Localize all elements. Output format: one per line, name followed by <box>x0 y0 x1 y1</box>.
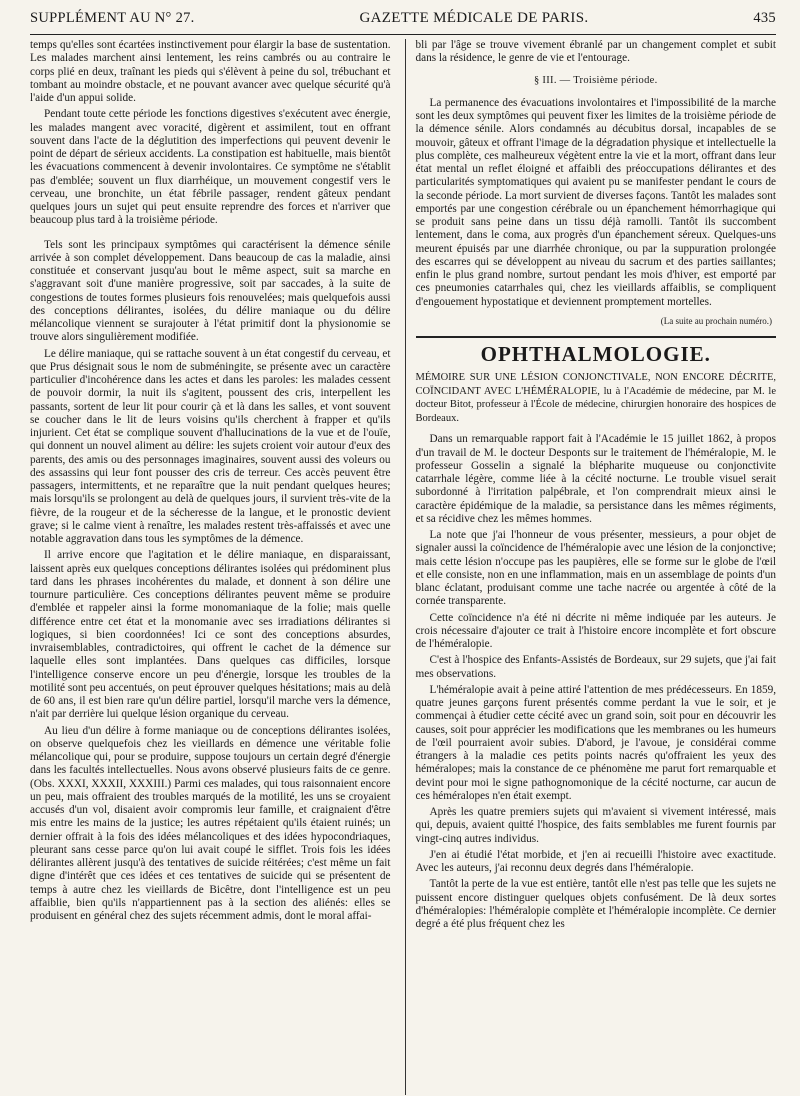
section-title: § III. — Troisième période. <box>533 74 658 86</box>
column-divider <box>405 39 406 1095</box>
paragraph: J'en ai étudié l'état morbide, et j'en ai recueilli l'histoire avec exactitude. Avec les auteurs, j'ai reconnu deux degrés dans l'héméralopie. <box>415 848 777 874</box>
paragraph: La permanence des évacuations involontaires et l'impossibilité de la marche sont les deux symptômes qui peuvent fixer les limites de la troisième période de la démence sénile. Alors condamnés au décubitus dorsal, incapables de se mouvoir, gâteux et offrant l'image de la dégradation physique et intellectuelle la plus complète, ces malheureux végètent entre la vie et la mort, offrant dans leur état mental un reflet éloigné et affaibli des préoccupations délirantes et des particularités symptomatiques qui avaient pu se manifester pendant le cours de la seconde période. La mort survient de diverses façons. Tantôt les malades sont emportés par une congestion cérébrale ou un épanchement hémorrhagique qui se produit sans peine dans un tissu déjà ramolli. Tantôt ils succombent lentement, dans le coma, aux progrès d'un épanchement séreux. Quelques-uns meurent épuisés par une diarrhée chronique, ou par la suppuration prolongée des escarres qui se développent au niveau du sacrum et des parties saillantes; enfin le plus grand nombre, surtout pendant les mois d'hiver, est emporté par ces pneumonies catarrhales qui, chez les vieillards affaiblis, se compliquent d'engouement hypostatique et deviennent promptement mortelles. <box>415 96 777 308</box>
paragraph: C'est à l'hospice des Enfants-Assistés de Bordeaux, sur 29 sujets, que j'ai fait mes observations. <box>415 654 777 680</box>
section-rule <box>416 336 777 338</box>
right-column <box>412 39 777 1095</box>
paragraph: Il arrive encore que l'agitation et le délire maniaque, en disparaissant, laissent après eux quelques conceptions délirantes isolées qui prédominent plus tard dans les phrases incohérentes du malade, et donnent à son délire une tournure particulière. Ces conceptions délirantes peuvent même se produire d'emblée et rappeler ainsi la forme monomaniaque de la folie; mais quelle différence entre cet état et la monomanie avec ses irradiations délirantes si logiques, si bien coordonnées! Ici ce sont des conceptions absurdes, invraisemblables, contradictoires, qui offrent le cachet de la démence sur laquelle elles sont implantées. Dans quelques cas difficiles, lorsque l'intelligence conserve encore un peu d'énergie, lorsque les troubles de la motilité sont peu accentués, on peut éprouver quelques hésitations; mais au delà de 60 ans, il est bien rare qu'un délire partiel, lorsqu'il marche vers la démence, n'ait par derrière lui quelque lésion organique du cerveau. <box>30 549 391 721</box>
paragraph: Au lieu d'un délire à forme maniaque ou de conceptions délirantes isolées, on observe quelquefois chez les vieillards en démence une véritable folie mélancolique qui, pour se produire, suppose toujours un certain degré d'énergie dans les facultés intellectuelles. Nous avons observé plusieurs faits de ce genre. (Obs. XXXI, XXXII, XXXIII.) Parmi ces malades, qui tous raisonnaient encore un peu, mais offraient des troubles marqués de la motilité, les uns se croyaient accusés d'un vol, disaient avoir compromis leur famille, et craignaient d'être mis entre les mains de la justice; les autres répétaient qu'ils étaient ruinés; un dernier offrait à la fois des idées mélancoliques et des idées hypocondriaques, pleurant sans cesse parce qu'on lui avait coupé le sifflet. Trois fois les idées délirantes allèrent jusqu'à des tentatives de suicide réitérées; c'est même un fait digne d'intérêt que ces idées et ces tentatives de suicide qui se présentent de temps à autre chez les vieillards de Bicêtre, dont l'intelligence est un peu affaiblie, bien qu'ils n'appartiennent pas à la section des aliénés: elles se produisent en général chez des sujets récemment admis, dont le moral affai- <box>30 724 391 922</box>
paragraph: La note que j'ai l'honneur de vous présenter, messieurs, a pour objet de signaler aussi la coïncidence de l'héméralopie avec une lésion de la conjonctive; mais cette lésion n'occupe pas les paupières, elle se forme sur le globe de l'œil et elle consiste, non en une inflammation, mais en un assemblage de points d'un blanc éclatant, produisant comme une tache nacrée ou argentée à côté de la cornée transparente. <box>415 529 777 608</box>
rubric-title: OPHTHALMOLOGIE. <box>480 342 711 366</box>
continued-note: (La suite au prochain numéro.) <box>660 315 773 326</box>
journal-title: GAZETTE MÉDICALE DE PARIS. <box>359 10 589 26</box>
page-number: 435 <box>753 10 776 26</box>
supplement-label: SUPPLÉMENT AU N° 27. <box>30 10 195 26</box>
paragraph: temps qu'elles sont écartées instinctivement pour élargir la base de sustentation. Les malades marchent ainsi lentement, les reins cambrés ou au contraire le corps plié en deux, traînant les pieds qui s'élèvent à peine du sol, trébuchant et tombant au moindre obstacle, et ne pouvant avancer avec quelque sécurité qu'à l'aide d'un appui solide. <box>30 39 391 104</box>
paragraph: L'héméralopie avait à peine attiré l'attention de mes prédécesseurs. En 1859, quatre jeunes garçons furent présentés comme perdant la vue le soir, et je commençai à étudier cette cécité avec un grand soin, soit pour en découvrir les causes, soit pour apprécier les modifications que les membranes ou les humeurs de l'œil pourraient avoir subies. D'abord, je l'avoue, je considérai comme étrangers à la maladie ces petits points nacrés qu'offraient les yeux des héméralopes; mais la constance de ce phénomène me parut fort remarquable et devint pour moi le signe pathognomonique de la cécité nocturne, car aucun de ces héméralopes n'en était exempt. <box>415 683 777 802</box>
article-heading: MÉMOIRE SUR UNE LÉSION CONJONCTIVALE, NON ENCORE DÉCRITE, COÏNCIDANT AVEC L'HÉMÉRALOPIE, lu à l'Académie de médecine, par M. le docteur Bitot, professeur à l'École de médecine, chirurgien honoraire des hospices de Bordeaux. <box>415 372 777 424</box>
paragraph: Le délire maniaque, qui se rattache souvent à un état congestif du cerveau, et que Prus désignait sous le nom de subméningite, se présente avec un caractère particulier d'incohérence dans les actes et dans les paroles: les malades cessent de pouvoir dormir, la nuit ils s'agitent, poussent des cris, interpellent les passants, sortent de leur lit pour courir çà et là dans les salles, et vont souvent se coucher dans le lit de leurs voisins qu'ils cherchent à frapper et qu'ils injurient. Cet état se complique souvent d'hallucinations de la vue et de l'ouïe, qui donnent un nouvel aliment au délire: les sujets croient voir autour d'eux des parents, des amis ou des personnages imaginaires, souvent aussi des voleurs ou des assassins qui leur font pousser des cris de terreur. Ces accès peuvent être passagers, intermittents, et ne reparaître que la nuit pendant quelques heures; mais lorsqu'ils se prolongent au delà de quelques jours, il survient très-vite de la fièvre, de la rougeur et de la sécheresse de la langue, et le pronostic devient grave; si le calme vient à renaître, les malades restent très-affaissés et avec une notable aggravation dans tous les symptômes de la démence. <box>30 347 391 545</box>
paragraph: bli par l'âge se trouve vivement ébranlé par un changement complet et subit dans la résidence, le genre de vie et l'entourage. <box>415 39 777 65</box>
paragraph: Après les quatre premiers sujets qui m'avaient si vivement intéressé, mais qui, depuis, avaient quitté l'hospice, des faits semblables me furent fournis par vingt-cinq autres individus. <box>415 806 777 845</box>
left-column <box>30 39 399 1095</box>
paragraph: Dans un remarquable rapport fait à l'Académie le 15 juillet 1862, à propos d'un travail de M. le docteur Desponts sur le traitement de l'héméralopie, M. le professeur Gosselin a signalé la blépharite muqueuse ou conjonctivite catarrhale légère, comme liée à la cécité nocturne. Le trouble visuel serait subordonné à l'irritation palpébrale, et l'on comprendrait mieux ainsi le caractère épidémique de la maladie, sa persistance dans les mêmes régiments, et sa récidive chez les mêmes hommes. <box>415 433 777 525</box>
two-column-body <box>30 39 776 1095</box>
paragraph: Tantôt la perte de la vue est entière, tantôt elle n'est pas telle que les sujets ne puissent encore distinguer quelques objets confusément. De là deux sortes d'héméralopies: l'héméralopie complète et l'héméralopie incomplète. Ce dernier degré a été plus fréquent chez les <box>415 878 777 930</box>
paragraph: Tels sont les principaux symptômes qui caractérisent la démence sénile arrivée à son complet développement. Dans beaucoup de cas la maladie, ainsi constituée et conservant jusqu'au bout le même aspect, suit sa marche en s'aggravant soit d'une manière progressive, soit par saccades, à la suite de congestions de toutes formes plusieurs fois renouvelées; mais quelquefois aussi des conceptions délirantes, isolées, du délire maniaque ou du délire mélancolique viennent se surajouter à l'état primitif dont la physionomie se trouve alors singulièrement modifiée. <box>30 238 391 344</box>
paragraph: Pendant toute cette période les fonctions digestives s'exécutent avec énergie, les malades mangent avec voracité, digèrent et assimilent, tout en offrant souvent dans l'acte de la déglutition des imperfections qui peuvent devenir le point de départ de sérieux accidents. La constipation est habituelle, mais bientôt les évacuations commencent à devenir involontaires. Ce symptôme ne s'établit pas d'emblée; souvent un flux diarrhéique, un mouvement congestif vers le cerveau, une bronchite, un état fébrile passager, rendent gâteux pendant quelques jours un sujet qui peut ensuite reprendre des forces et n'arriver que beaucoup plus tard à la troisième période. <box>30 108 391 227</box>
paragraph: Cette coïncidence n'a été ni décrite ni même indiquée par les auteurs. Je crois nécessaire d'ajouter ce trait à l'histoire encore incomplète et fort obscure de l'héméralopie. <box>415 611 777 650</box>
page-header <box>30 10 776 35</box>
